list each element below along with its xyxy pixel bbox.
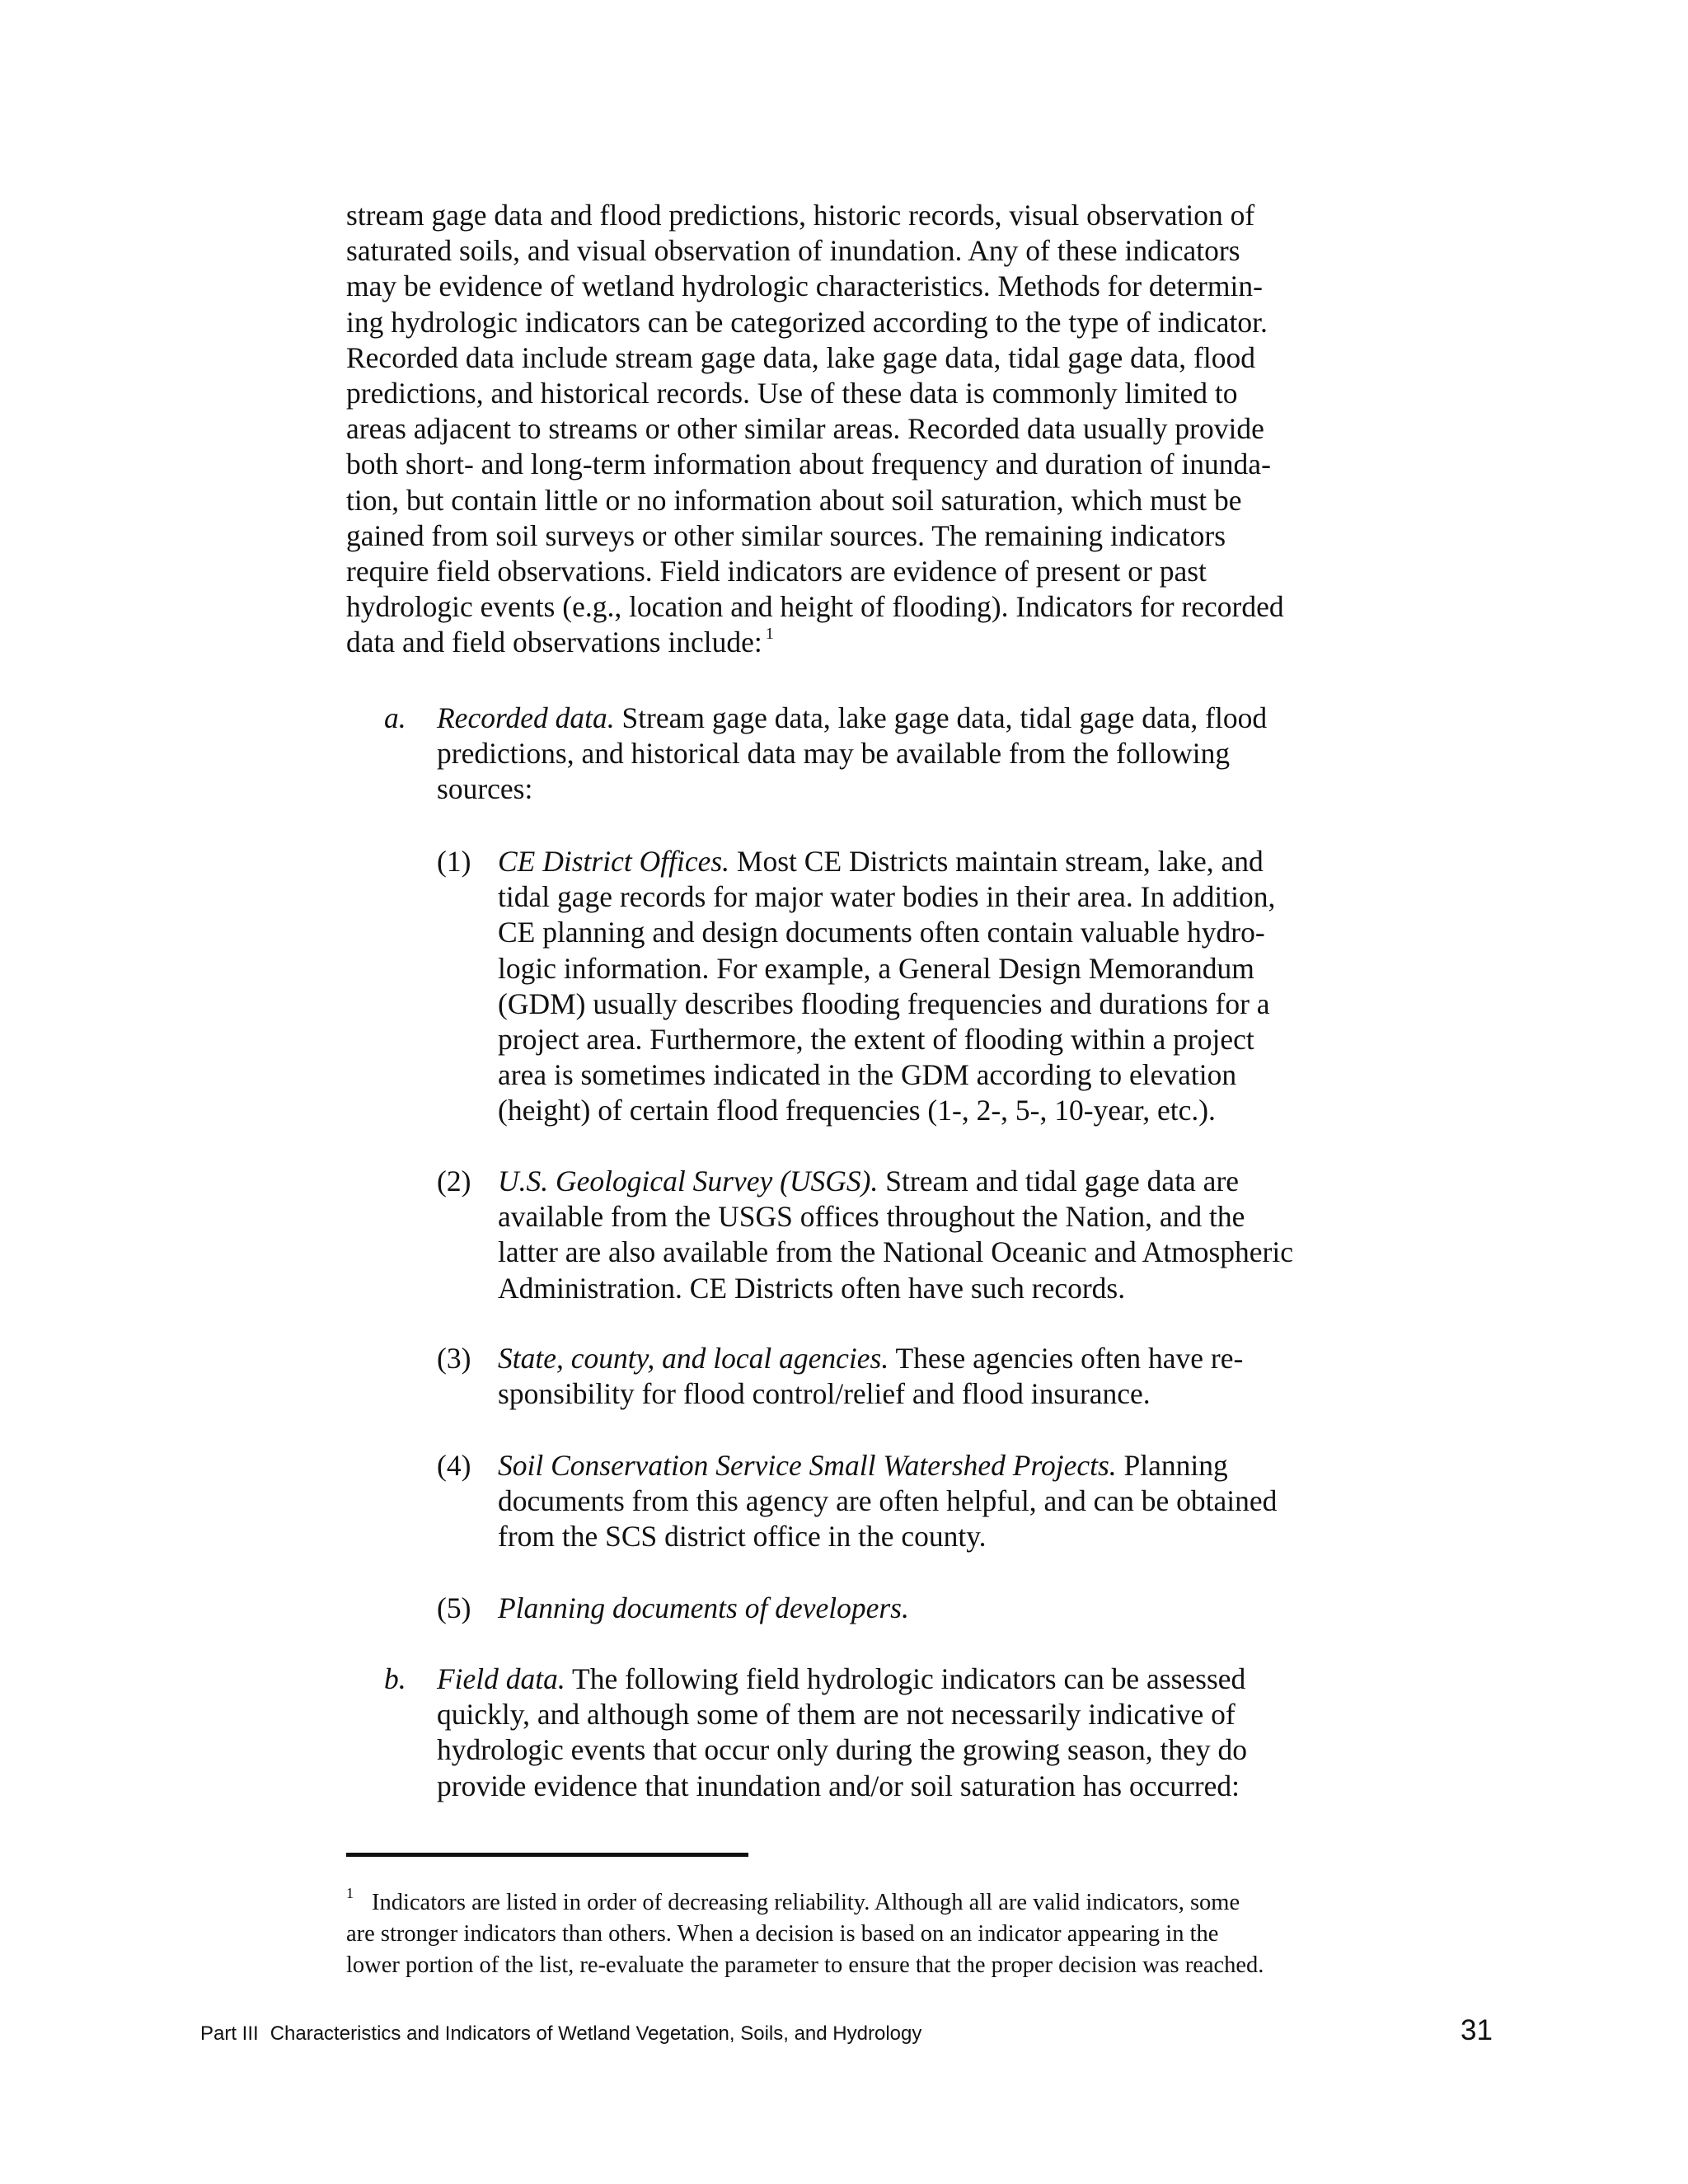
intro-line-text: data and field observations include: <box>346 626 762 659</box>
intro-line: stream gage data and flood predictions, historic records, visual observation of <box>346 199 1255 232</box>
intro-line: areas adjacent to streams or other similar areas. Recorded data usually provide <box>346 412 1264 446</box>
subitem-2-line: latter are also available from the National Oceanic and Atmospheric <box>498 1235 1294 1269</box>
subitem-1-line: CE planning and design documents often contain valuable hydro- <box>498 916 1265 949</box>
subitem-5-label: (5) <box>437 1591 471 1624</box>
subitem-3-line-rest: These agencies often have re- <box>889 1342 1244 1375</box>
intro-line: ing hydrologic indicators can be categorized according to the type of indicator. <box>346 305 1268 339</box>
intro-line: both short- and long-term information about frequency and duration of inunda- <box>346 448 1271 481</box>
intro-line: predictions, and historical records. Use of these data is commonly limited to <box>346 376 1238 410</box>
intro-line: hydrologic events (e.g., location and height of flooding). Indicators for recorded <box>346 590 1284 624</box>
subitem-3-text <box>498 1341 1243 1412</box>
footnote-separator <box>346 1853 748 1857</box>
subitem-1-text <box>498 844 1275 1129</box>
item-b-line: provide evidence that inundation and/or soil saturation has occurred: <box>437 1769 1240 1802</box>
subitem-2-title: U.S. Geological Survey (USGS). <box>498 1165 879 1197</box>
page-number: 31 <box>1461 2014 1493 2046</box>
footnote-line: are stronger indicators than others. When a decision is based on an indicator appearing in the <box>346 1921 1219 1947</box>
subitem-3-line: sponsibility for flood control/relief and flood insurance. <box>498 1377 1151 1411</box>
item-b-title: Field data. <box>437 1662 565 1695</box>
subitem-1-line: area is sometimes indicated in the GDM according to elevation <box>498 1058 1237 1092</box>
item-a-line-rest: Stream gage data, lake gage data, tidal gage data, flood <box>614 701 1268 734</box>
subitem-1-line <box>498 844 1275 879</box>
subitem-1-label: (1) <box>437 845 471 878</box>
footnote-reference: 1 <box>765 625 774 644</box>
subitem-2-label: (2) <box>437 1165 471 1197</box>
subitem-2-line-rest: Stream and tidal gage data are <box>878 1165 1240 1197</box>
subitem-4-line: documents from this agency are often helpful, and can be obtained <box>498 1484 1278 1518</box>
footnote-marker: 1 <box>346 1885 354 1901</box>
footer-title: Characteristics and Indicators of Wetland Vegetation, Soils, and Hydrology <box>270 2022 922 2045</box>
subitem-4-line <box>498 1448 1277 1483</box>
subitem-1-line: project area. Furthermore, the extent of flooding within a project <box>498 1022 1254 1056</box>
subitem-3-title: State, county, and local agencies. <box>498 1342 889 1375</box>
subitem-4-line-rest: Planning <box>1116 1449 1228 1482</box>
intro-line: saturated soils, and visual observation of inundation. Any of these indicators <box>346 234 1240 268</box>
subitem-4-label: (4) <box>437 1449 471 1482</box>
intro-line: gained from soil surveys or other similar sources. The remaining indicators <box>346 518 1226 552</box>
item-a-line: sources: <box>437 772 533 806</box>
subitem-4-line: from the SCS district office in the county. <box>498 1520 987 1554</box>
item-a-label: a. <box>384 701 406 734</box>
subitem-3-line <box>498 1341 1243 1376</box>
item-b-label: b. <box>384 1662 406 1695</box>
item-a-line: predictions, and historical data may be available from the following <box>437 737 1231 771</box>
subitem-1-line-rest: Most CE Districts maintain stream, lake, and <box>729 845 1264 878</box>
subitem-2-line <box>498 1164 1293 1199</box>
item-b-line-rest: The following field hydrologic indicators can be assessed <box>565 1662 1246 1695</box>
subitem-5-line <box>498 1591 909 1626</box>
intro-line <box>346 625 1284 660</box>
item-b-line <box>437 1661 1247 1697</box>
item-a-text <box>437 701 1267 808</box>
subitem-5-text <box>498 1591 909 1626</box>
item-b-line: hydrologic events that occur only during the growing season, they do <box>437 1733 1247 1767</box>
subitem-3-label: (3) <box>437 1342 471 1375</box>
subitem-2-text <box>498 1164 1293 1306</box>
intro-line: may be evidence of wetland hydrologic characteristics. Methods for determin- <box>346 269 1263 303</box>
item-b-line: quickly, and although some of them are not necessarily indicative of <box>437 1698 1236 1732</box>
footnote-line-text: Indicators are listed in order of decreasing reliability. Although all are valid indicators, some <box>372 1890 1240 1915</box>
footer-part: Part III <box>200 2022 259 2045</box>
subitem-1-line: tidal gage records for major water bodies in their area. In addition, <box>498 880 1276 914</box>
subitem-2-line: available from the USGS offices throughout the Nation, and the <box>498 1200 1245 1234</box>
item-b-text <box>437 1661 1247 1804</box>
subitem-2-line: Administration. CE Districts often have such records. <box>498 1271 1126 1305</box>
intro-line: require field observations. Field indicators are evidence of present or past <box>346 554 1207 588</box>
intro-line: tion, but contain little or no information about soil saturation, which must be <box>346 483 1242 517</box>
subitem-4-text <box>498 1448 1277 1555</box>
footnote-line: lower portion of the list, re-evaluate the parameter to ensure that the proper decision was reached. <box>346 1952 1264 1979</box>
page-footer <box>200 2022 921 2046</box>
subitem-1-title: CE District Offices. <box>498 845 730 878</box>
subitem-1-line: (GDM) usually describes flooding frequencies and durations for a <box>498 987 1270 1020</box>
footnote-line <box>346 1887 1264 1919</box>
item-a-title: Recorded data. <box>437 701 615 734</box>
footnote <box>346 1887 1264 1982</box>
intro-paragraph <box>346 198 1284 660</box>
item-a-line <box>437 701 1267 736</box>
subitem-1-line: (height) of certain flood frequencies (1-, 2-, 5-, 10-year, etc.). <box>498 1094 1216 1127</box>
subitem-4-title: Soil Conservation Service Small Watershed Projects. <box>498 1449 1117 1482</box>
subitem-1-line: logic information. For example, a General Design Memorandum <box>498 951 1254 985</box>
subitem-5-title: Planning documents of developers. <box>498 1591 909 1624</box>
intro-line: Recorded data include stream gage data, lake gage data, tidal gage data, flood <box>346 340 1255 374</box>
